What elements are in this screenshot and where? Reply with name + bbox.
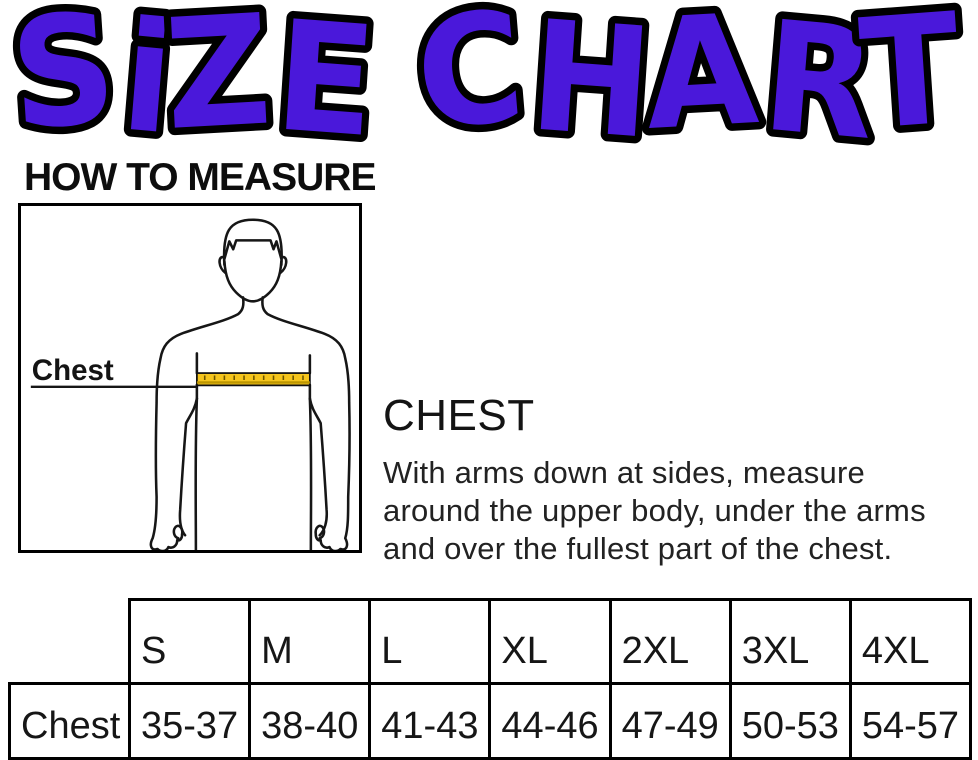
title-text: SiZE CHART	[5, 0, 971, 154]
instruction-line-1: With arms down at sides, measure	[383, 455, 865, 490]
chest-heading: CHEST	[383, 391, 535, 440]
right-torso-side-path	[310, 399, 311, 550]
size-col-s: S	[130, 600, 250, 684]
chest-value-s: 35-37	[130, 684, 250, 759]
size-col-m: M	[250, 600, 370, 684]
how-to-measure-heading: HOW TO MEASURE	[24, 156, 376, 199]
chest-measurements-row	[10, 684, 971, 759]
size-col-2xl: 2XL	[610, 600, 730, 684]
size-table-header-row	[10, 600, 971, 684]
size-col-3xl: 3XL	[730, 600, 850, 684]
hair-outline-path	[224, 220, 282, 265]
size-col-4xl: 4XL	[850, 600, 970, 684]
chest-value-m: 38-40	[250, 684, 370, 759]
chest-value-2xl: 47-49	[610, 684, 730, 759]
chest-value-xl: 44-46	[490, 684, 610, 759]
torso-figure-svg	[21, 206, 359, 550]
instruction-line-3: and over the fullest part of the chest.	[383, 531, 893, 566]
left-torso-side-path	[196, 399, 197, 550]
size-table-empty-cell	[10, 600, 130, 684]
title-banner	[0, 0, 978, 154]
left-inner-arm-path	[180, 399, 197, 536]
chest-value-l: 41-43	[370, 684, 490, 759]
size-col-xl: XL	[490, 600, 610, 684]
chest-value-3xl: 50-53	[730, 684, 850, 759]
instruction-line-2: around the upper body, under the arms	[383, 493, 926, 528]
hairline-path	[224, 240, 281, 259]
chest-instructions	[383, 391, 975, 568]
right-neck-shoulder-arm-hand-path	[262, 297, 349, 550]
size-table	[8, 598, 972, 760]
right-inner-arm-path	[310, 399, 327, 536]
measurement-diagram	[18, 203, 362, 553]
chest-value-4xl: 54-57	[850, 684, 970, 759]
size-col-l: L	[370, 600, 490, 684]
chest-row-label: Chest	[10, 684, 130, 759]
diagram-chest-label: Chest	[31, 353, 114, 387]
face-outline-path	[224, 261, 281, 301]
